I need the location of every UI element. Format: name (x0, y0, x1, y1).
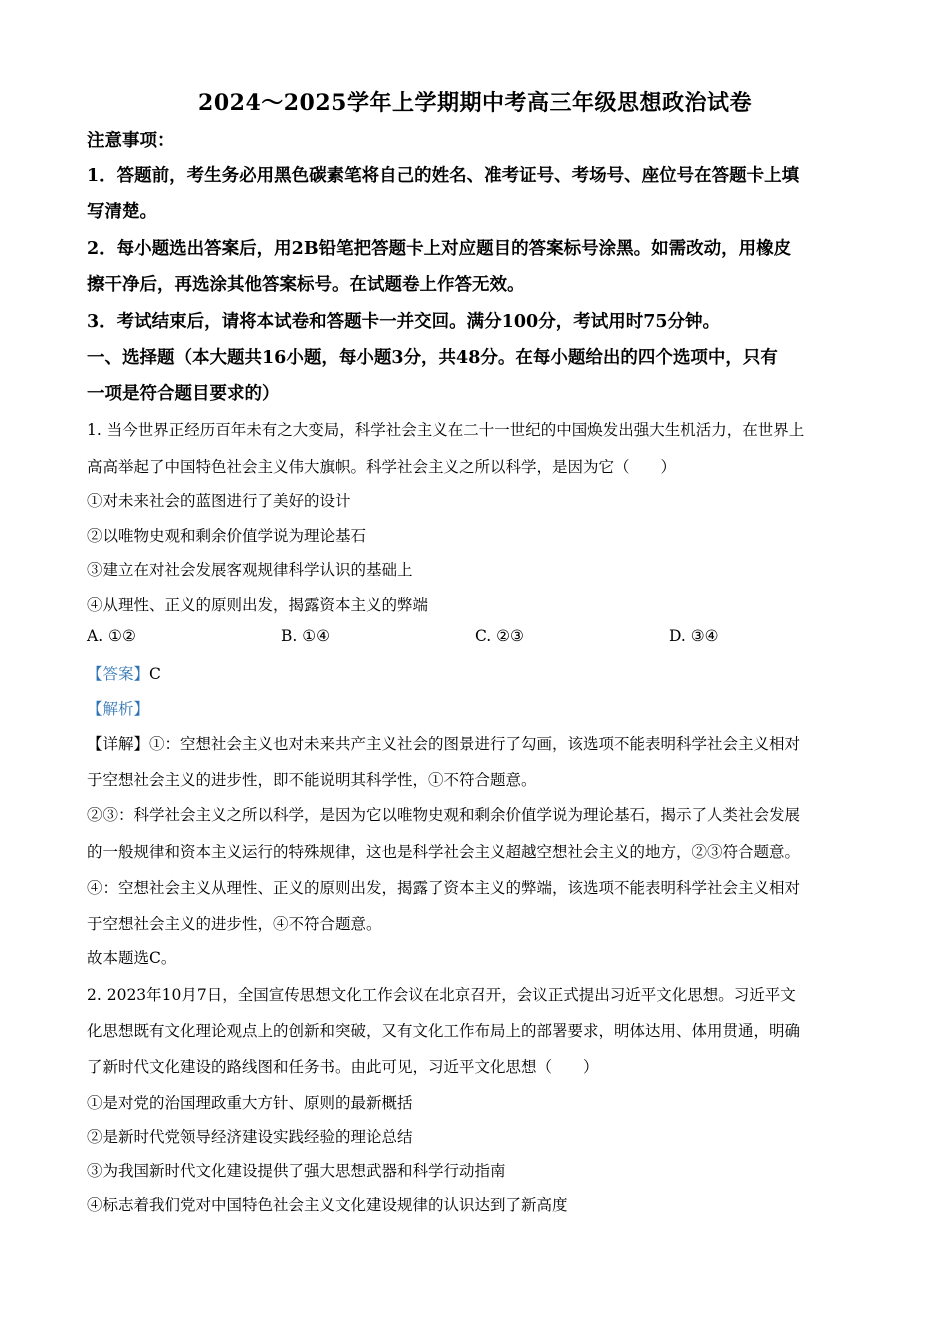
q2-stem-line-2: 化思想既有文化理论观点上的创新和突破，又有文化工作布局上的部署要求，明体达用、体用贯通，明确 (87, 1022, 801, 1040)
notice-item-3: 3．考试结束后，请将本试卷和答题卡一并交回。满分100分，考试用时75分钟。 (87, 312, 721, 332)
q1-detail-line-4: 的一般规律和资本主义运行的特殊规律，这也是科学社会主义超越空想社会主义的地方，②③符合题意。 (87, 843, 801, 861)
q1-statement-1: ①对未来社会的蓝图进行了美好的设计 (87, 492, 351, 510)
q1-statement-3: ③建立在对社会发展客观规律科学认识的基础上 (87, 561, 413, 579)
q2-statement-4: ④标志着我们党对中国特色社会主义文化建设规律的认识达到了新高度 (87, 1196, 568, 1214)
q1-option-a: A. ①② (87, 627, 136, 645)
q1-option-b: B. ①④ (281, 627, 331, 645)
q1-stem-line-1: 1. 当今世界正经历百年未有之大变局，科学社会主义在二十一世纪的中国焕发出强大生机活力，在世界上 (87, 421, 805, 439)
q1-analysis-label: 【解析】 (87, 700, 150, 718)
q1-statement-2: ②以唯物史观和剩余价值学说为理论基石 (87, 527, 367, 545)
notice-item-1-line-2: 写清楚。 (87, 202, 157, 222)
section-heading-line-2: 一项是符合题目要求的） (87, 384, 280, 404)
notice-item-2-line-2: 擦干净后，再选涂其他答案标号。在试题卷上作答无效。 (87, 275, 525, 295)
notice-item-2-line-1: 2．每小题选出答案后，用2B铅笔把答题卡上对应题目的答案标号涂黑。如需改动，用橡皮 (87, 239, 792, 259)
q1-detail-label: 【详解】 (87, 735, 150, 753)
q2-statement-3: ③为我国新时代文化建设提供了强大思想武器和科学行动指南 (87, 1162, 506, 1180)
q1-statement-4: ④从理性、正义的原则出发，揭露资本主义的弊端 (87, 596, 429, 614)
q1-answer-value: C (149, 665, 161, 683)
q1-detail-line-2: 于空想社会主义的进步性，即不能说明其科学性，①不符合题意。 (87, 771, 537, 789)
q1-answer-row (87, 662, 161, 684)
q2-statement-1: ①是对党的治国理政重大方针、原则的最新概括 (87, 1094, 413, 1112)
notice-heading: 注意事项： (87, 131, 175, 151)
q1-detail-text-1: ①：空想社会主义也对未来共产主义社会的图景进行了勾画，该选项不能表明科学社会主义相对 (149, 735, 801, 753)
q1-detail-line-1 (87, 732, 800, 754)
section-heading-line-1: 一、选择题（本大题共16小题，每小题3分，共48分。在每小题给出的四个选项中，只有 (87, 348, 778, 368)
q1-stem-line-2: 高高举起了中国特色社会主义伟大旗帜。科学社会主义之所以科学，是因为它（ ） (87, 458, 677, 476)
q1-option-d: D. ③④ (669, 627, 719, 645)
q1-detail-line-5: ④：空想社会主义从理性、正义的原则出发，揭露了资本主义的弊端，该选项不能表明科学社会主义相对 (87, 879, 801, 897)
q1-detail-conclusion: 故本题选C。 (87, 949, 177, 967)
q2-stem-line-3: 了新时代文化建设的路线图和任务书。由此可见，习近平文化思想（ ） (87, 1058, 599, 1076)
notice-item-1-line-1: 1．答题前，考生务必用黑色碳素笔将自己的姓名、准考证号、考场号、座位号在答题卡上填 (87, 166, 800, 186)
q1-detail-line-3: ②③：科学社会主义之所以科学，是因为它以唯物史观和剩余价值学说为理论基石，揭示了人类社会发展 (87, 806, 801, 824)
q1-detail-line-6: 于空想社会主义的进步性，④不符合题意。 (87, 915, 382, 933)
q2-statement-2: ②是新时代党领导经济建设实践经验的理论总结 (87, 1128, 413, 1146)
exam-title: 2024～2025学年上学期期中考高三年级思想政治试卷 (198, 90, 752, 116)
q2-stem-line-1: 2. 2023年10月7日，全国宣传思想文化工作会议在北京召开，会议正式提出习近平文化思想。习近平文 (87, 986, 796, 1004)
q1-answer-label: 【答案】 (87, 665, 150, 683)
q1-option-c: C. ②③ (475, 627, 524, 645)
